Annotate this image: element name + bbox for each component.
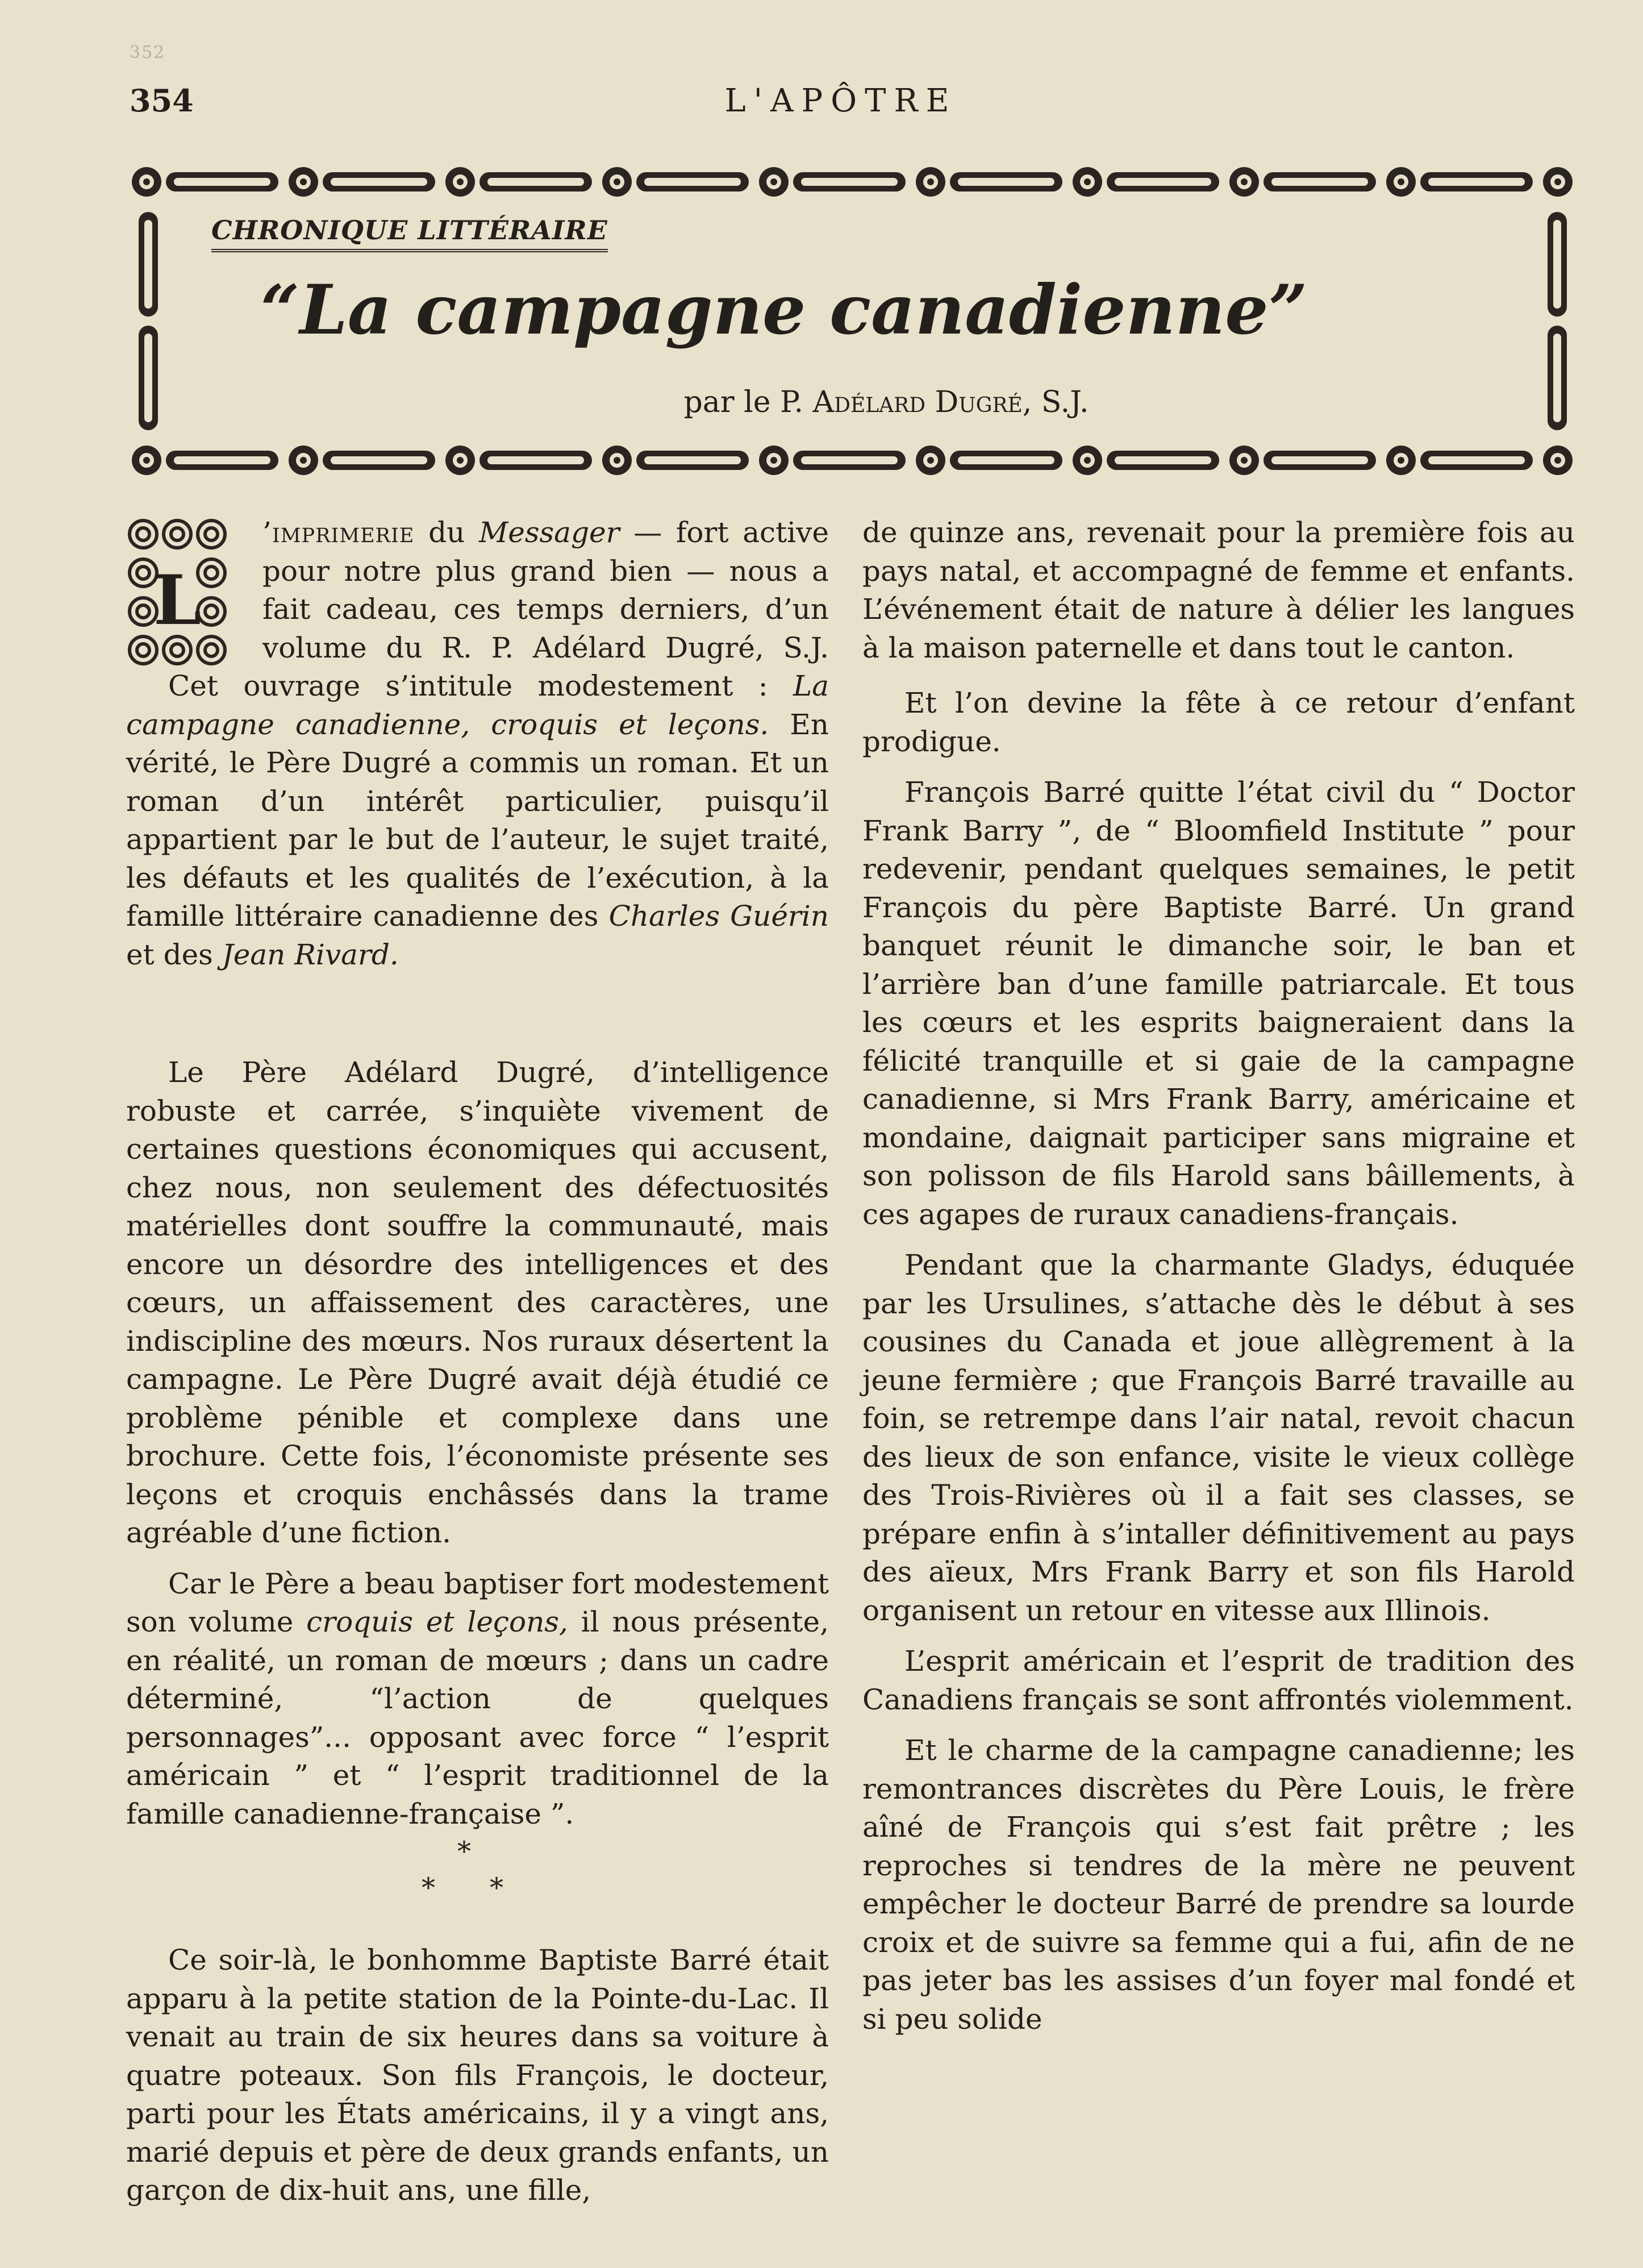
asterism bbox=[126, 1833, 829, 1941]
chain-rosette bbox=[916, 167, 945, 197]
paragraph: Car le Père a beau baptiser fort modestement son volume croquis et leçons, il nous présente, en réalité, un roman de mœurs ; dans un cadre déterminé, “l’action de quelques personnages”... opposant avec force “ l’esprit américain ” et “ l’esprit traditionnel de la famille canadienne-française ”. bbox=[126, 1567, 829, 1830]
chain-rosette bbox=[132, 167, 161, 197]
paragraph: de quinze ans, revenait pour la première fois au pays natal, et accompagné de femme et enfants. L’événement était de nature à délier les langues à la maison paternelle et dans tout le canton. bbox=[862, 516, 1575, 664]
drop-cap-letter: L bbox=[153, 560, 202, 640]
paragraph: L’esprit américain et l’esprit de tradition des Canadiens français se sont affrontés violemment. bbox=[862, 1645, 1575, 1716]
chain-rosette bbox=[1073, 167, 1102, 197]
running-head: L'APÔTRE bbox=[724, 82, 957, 119]
chain-rosette bbox=[1229, 167, 1259, 197]
chain-rosette bbox=[445, 167, 475, 197]
asterism-star-right: * bbox=[490, 1872, 503, 1904]
chain-rosette bbox=[1229, 446, 1259, 475]
chain-rosette bbox=[916, 446, 945, 475]
asterism-star-left: * bbox=[422, 1872, 435, 1904]
drop-cap-block bbox=[126, 514, 829, 667]
ornamental-drop-cap bbox=[126, 516, 245, 669]
chain-rosette bbox=[445, 446, 475, 475]
paragraph: Pendant que la charmante Gladys, éduquée par les Ursulines, s’attache dès le début à ses cousines du Canada et joue allègrement à la jeune fermière ; que François Barré travaille au foin, se retrempe dans l’air natal, revoit chacun des lieux de son enfance, visite le vieux collège des Trois-Rivières où il a fait ses classes, se prépare enfin à s’intaller définitivement au pays des aïeux, Mrs Frank Barry et son fils Harold organisent un retour en vitesse aux Illinois. bbox=[862, 1249, 1575, 1627]
byline bbox=[597, 386, 1176, 419]
library-stamp: 352 bbox=[130, 43, 166, 63]
chain-rosette bbox=[1543, 167, 1573, 197]
left-column bbox=[126, 514, 829, 2210]
page-number: 354 bbox=[130, 82, 194, 119]
drop-cap-line-4: volume du R. P. Adélard Dugré, S.J. bbox=[262, 631, 829, 664]
drop-cap-line-2: pour notre plus grand bien — nous a bbox=[262, 554, 829, 588]
asterism-star-top: * bbox=[457, 1836, 471, 1867]
drop-cap-lines bbox=[262, 514, 829, 667]
byline-prefix: par le P. bbox=[683, 385, 813, 419]
chain-rosette bbox=[289, 446, 318, 475]
chain-rosette bbox=[759, 167, 789, 197]
chain-rosette bbox=[1386, 167, 1416, 197]
chain-border-bottom bbox=[128, 440, 1577, 480]
right-column bbox=[862, 514, 1575, 2038]
byline-author: Adélard Dugré bbox=[812, 385, 1023, 419]
article-title: “La campagne canadienne” bbox=[260, 270, 1308, 350]
paragraph: Cet ouvrage s’intitule modestement : La campagne canadienne, croquis et leçons. En vérité, le Père Dugré a commis un roman. Et un roman d’un intérêt particulier, puisqu’il appartient par le but de l’auteur, le sujet traité, les défauts et les qualités de l’exécution, à la famille littéraire canadienne des Charles Guérin et des Jean Rivard. bbox=[126, 669, 829, 971]
chain-rosette bbox=[602, 167, 632, 197]
chain-border-top bbox=[128, 162, 1577, 202]
chain-rosette bbox=[602, 446, 632, 475]
section-rubric: CHRONIQUE LITTÉRAIRE bbox=[211, 217, 608, 252]
paragraph: Ce soir-là, le bonhomme Baptiste Barré était apparu à la petite station de la Pointe-du-Lac. Il venait au train de six heures dans sa voiture à quatre poteaux. Son fils François, le docteur, parti pour les États américains, il y a vingt ans, marié depuis et père de deux grands enfants, un garçon de dix-huit ans, une fille, bbox=[126, 1944, 829, 2207]
paragraph: Et l’on devine la fête à ce retour d’enfant prodigue. bbox=[862, 686, 1575, 758]
chain-border-right bbox=[1537, 207, 1577, 435]
chain-rosette bbox=[1543, 446, 1573, 475]
chain-rosette bbox=[132, 446, 161, 475]
chain-border-left bbox=[128, 207, 168, 435]
chain-rosette bbox=[759, 446, 789, 475]
paragraph: Et le charme de la campagne canadienne; les remontrances discrètes du Père Louis, le frère aîné de François qui s’est fait prêtre ; les reproches si tendres de la mère ne peuvent empêcher le docteur Barré de prendre sa lourde croix et de suivre sa femme qui a fui, afin de ne pas jeter bas les assises d’un foyer mal fondé et si peu solide bbox=[862, 1734, 1575, 2036]
byline-suffix: , S.J. bbox=[1022, 385, 1089, 419]
chain-rosette bbox=[289, 167, 318, 197]
chain-rosette bbox=[1386, 446, 1416, 475]
drop-cap-line-1: ’imprimerie du Messager — fort active bbox=[262, 516, 829, 549]
chain-rosette bbox=[1073, 446, 1102, 475]
drop-cap-line-3: fait cadeau, ces temps derniers, d’un bbox=[262, 593, 829, 626]
paragraph: Le Père Adélard Dugré, d’intelligence robuste et carrée, s’inquiète vivement de certaines questions économiques qui accusent, chez nous, non seulement des défectuosités matérielles dont souffre la communauté, mais encore un désordre des intelligences et des cœurs, un affaissement des caractères, une indiscipline des mœurs. Nos ruraux désertent la campagne. Le Père Dugré avait déjà étudié ce problème pénible et complexe dans une brochure. Cette fois, l’économiste présente ses leçons et croquis enchâssés dans la trame agréable d’une fiction. bbox=[126, 1056, 829, 1549]
paragraph: François Barré quitte l’état civil du “ Doctor Frank Barry ”, de “ Bloomfield Institute ” pour redevenir, pendant quelques semaines, le petit François du père Baptiste Barré. Un grand banquet réunit le dimanche soir, le ban et l’arrière ban d’une famille patriarcale. Et tous les cœurs et les esprits baigneraient dans la félicité tranquille et si gaie de la campagne canadienne, si Mrs Frank Barry, américaine et mondaine, daignait participer sans migraine et son polisson de fils Harold sans bâillements, à ces agapes de ruraux canadiens-français. bbox=[862, 776, 1575, 1231]
